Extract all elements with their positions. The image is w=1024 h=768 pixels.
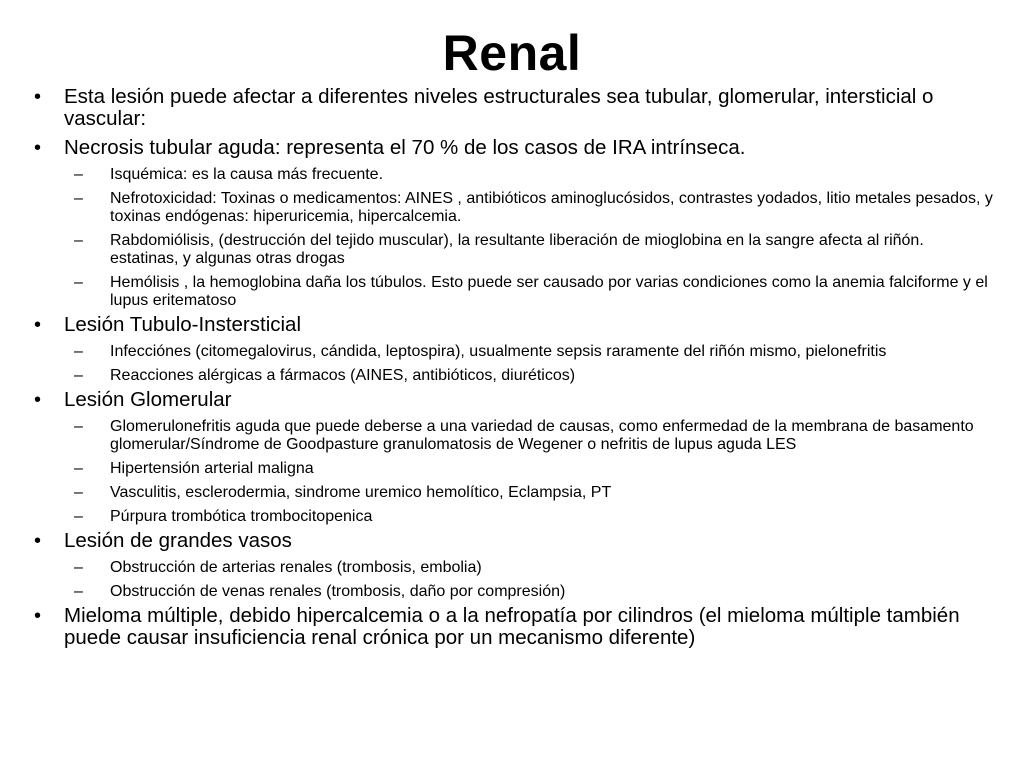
dash-icon: –: [74, 508, 83, 525]
sub-bullet-item: [64, 583, 994, 601]
bullet-text: Esta lesión puede afectar a diferentes niveles estructurales sea tubular, glomerular, intersticial o vascular:: [64, 85, 934, 130]
bullet-text: Mieloma múltiple, debido hipercalcemia o a la nefropatía por cilindros (el mieloma múltiple también puede causar insuficiencia renal crónica por un mecanismo diferente): [64, 604, 960, 649]
bullet-item: [34, 389, 994, 411]
sub-bullet-text: Isquémica: es la causa más frecuente.: [110, 166, 384, 183]
dash-icon: –: [74, 190, 83, 207]
sub-bullet-item: [64, 343, 994, 361]
sub-bullet-text: Infecciónes (citomegalovirus, cándida, leptospira), usualmente sepsis raramente del riñón mismo, pielonefritis: [110, 343, 887, 360]
dash-icon: –: [74, 232, 83, 249]
bullet-text: Lesión de grandes vasos: [64, 529, 292, 552]
bullet-text: Lesión Tubulo-Instersticial: [64, 313, 302, 336]
sub-bullet-list: [34, 559, 994, 601]
bullet-item: [34, 314, 994, 336]
dash-icon: –: [74, 583, 83, 600]
dash-icon: –: [74, 484, 83, 501]
bullet-dot-icon: •: [34, 530, 42, 552]
bullet-text: Lesión Glomerular: [64, 388, 232, 411]
dash-icon: –: [74, 418, 83, 435]
bullet-dot-icon: •: [34, 389, 42, 411]
sub-bullet-text: Nefrotoxicidad: Toxinas o medicamentos: AINES , antibióticos aminoglucósidos, contrastes yodados, litio metales pesados, y toxinas endógenas: hiperuricemia, hipercalcemia.: [110, 190, 993, 225]
bullet-item: [34, 137, 994, 159]
sub-bullet-list: [34, 418, 994, 526]
bullet-dot-icon: •: [34, 605, 42, 627]
bullet-text: Necrosis tubular aguda: representa el 70 % de los casos de IRA intrínseca.: [64, 136, 746, 159]
bullet-item: [34, 86, 994, 130]
sub-bullet-item: [64, 484, 994, 502]
slide-title: Renal: [442, 25, 582, 81]
dash-icon: –: [74, 274, 83, 291]
sub-bullet-list: [34, 343, 994, 385]
sub-bullet-item: [64, 559, 994, 577]
bullet-list: [34, 86, 994, 656]
sub-bullet-text: Reacciones alérgicas a fármacos (AINES, antibióticos, diuréticos): [110, 367, 576, 384]
bullet-dot-icon: •: [34, 137, 42, 159]
sub-bullet-item: [64, 274, 994, 310]
sub-bullet-text: Rabdomiólisis, (destrucción del tejido muscular), la resultante liberación de mioglobina en la sangre afecta al riñón. estatinas, y algunas otras drogas: [110, 232, 924, 267]
sub-bullet-text: Hipertensión arterial maligna: [110, 460, 314, 477]
bullet-item: [34, 605, 994, 649]
sub-bullet-item: [64, 367, 994, 385]
dash-icon: –: [74, 559, 83, 576]
sub-bullet-item: [64, 190, 994, 226]
bullet-dot-icon: •: [34, 86, 42, 108]
sub-bullet-text: Obstrucción de venas renales (trombosis, daño por compresión): [110, 583, 566, 600]
bullet-item: [34, 530, 994, 552]
bullet-dot-icon: •: [34, 314, 42, 336]
sub-bullet-item: [64, 166, 994, 184]
dash-icon: –: [74, 166, 83, 183]
sub-bullet-text: Glomerulonefritis aguda que puede deberse a una variedad de causas, como enfermedad de la membrana de basamento glomerular/Síndrome de Goodpasture granulomatosis de Wegener o nefritis de lupus aguda LES: [110, 418, 974, 453]
sub-bullet-text: Vasculitis, esclerodermia, sindrome uremico hemolítico, Eclampsia, PT: [110, 484, 612, 501]
sub-bullet-item: [64, 508, 994, 526]
sub-bullet-text: Obstrucción de arterias renales (trombosis, embolia): [110, 559, 482, 576]
dash-icon: –: [74, 460, 83, 477]
sub-bullet-text: Púrpura trombótica trombocitopenica: [110, 508, 373, 525]
sub-bullet-item: [64, 460, 994, 478]
sub-bullet-item: [64, 232, 994, 268]
sub-bullet-list: [34, 166, 994, 310]
dash-icon: –: [74, 367, 83, 384]
sub-bullet-item: [64, 418, 994, 454]
sub-bullet-text: Hemólisis , la hemoglobina daña los túbulos. Esto puede ser causado por varias condiciones como la anemia falciforme y el lupus eritematoso: [110, 274, 988, 309]
dash-icon: –: [74, 343, 83, 360]
